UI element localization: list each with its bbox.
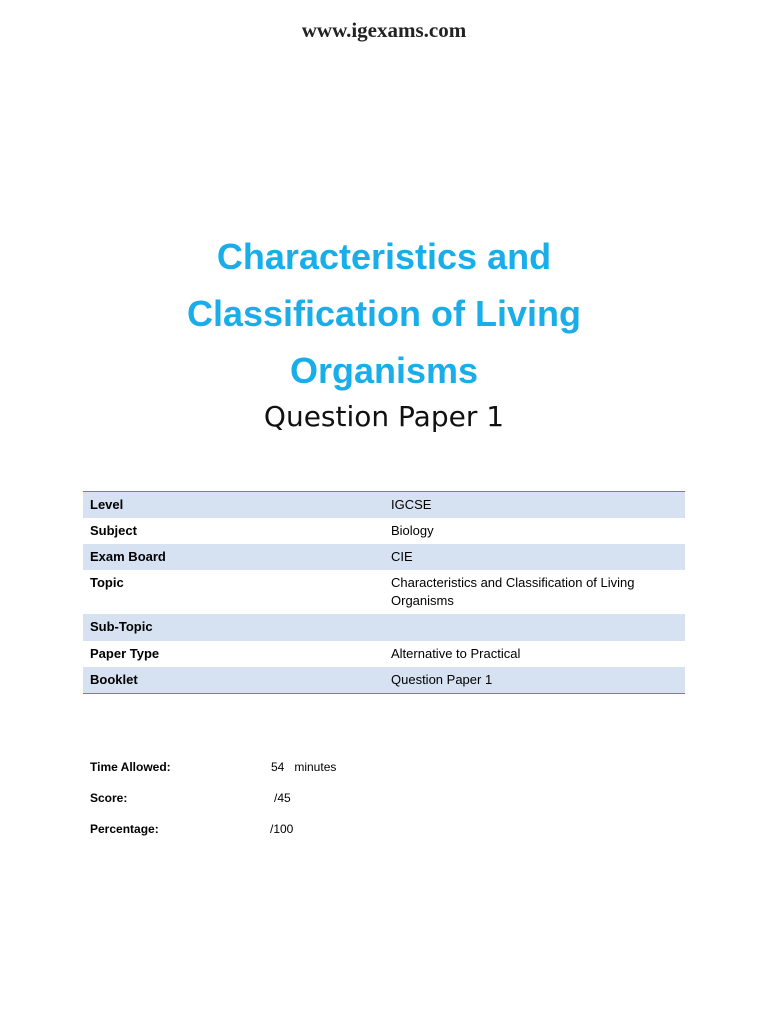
table-row	[83, 570, 685, 614]
table-row	[83, 667, 685, 693]
table-row	[83, 518, 685, 544]
row-key: Subject	[90, 523, 137, 538]
percentage-value: /100	[270, 822, 294, 836]
row-key: Topic	[90, 575, 124, 590]
table-row	[83, 544, 685, 570]
document-subtitle: Question Paper 1	[263, 400, 505, 433]
row-key: Exam Board	[90, 549, 166, 564]
title-line-3: Organisms	[289, 350, 479, 391]
info-table	[83, 491, 685, 694]
row-value: Characteristics and Classification of Living Organisms	[391, 575, 635, 608]
row-key: Paper Type	[90, 646, 160, 661]
score-value: /45	[274, 791, 291, 805]
row-value: IGCSE	[391, 497, 432, 512]
row-value: Biology	[391, 523, 434, 538]
table-row	[83, 492, 685, 518]
title-line-1: Characteristics and	[216, 236, 552, 277]
row-value	[383, 614, 685, 641]
percentage-label: Percentage:	[90, 822, 159, 836]
score-label: Score:	[90, 791, 128, 805]
row-key: Level	[90, 497, 124, 512]
row-key: Booklet	[90, 672, 138, 687]
table-row	[83, 641, 685, 667]
time-allowed-label: Time Allowed:	[90, 760, 171, 774]
row-key: Sub-Topic	[90, 619, 153, 634]
row-value: Question Paper 1	[391, 672, 493, 687]
title-line-2: Classification of Living	[186, 293, 582, 334]
document-title	[0, 228, 768, 399]
row-value: Alternative to Practical	[391, 646, 521, 661]
row-value: CIE	[391, 549, 413, 564]
site-url-header: www.igexams.com	[301, 18, 467, 42]
table-row	[83, 614, 685, 641]
time-allowed-value: 54 minutes	[271, 760, 337, 774]
